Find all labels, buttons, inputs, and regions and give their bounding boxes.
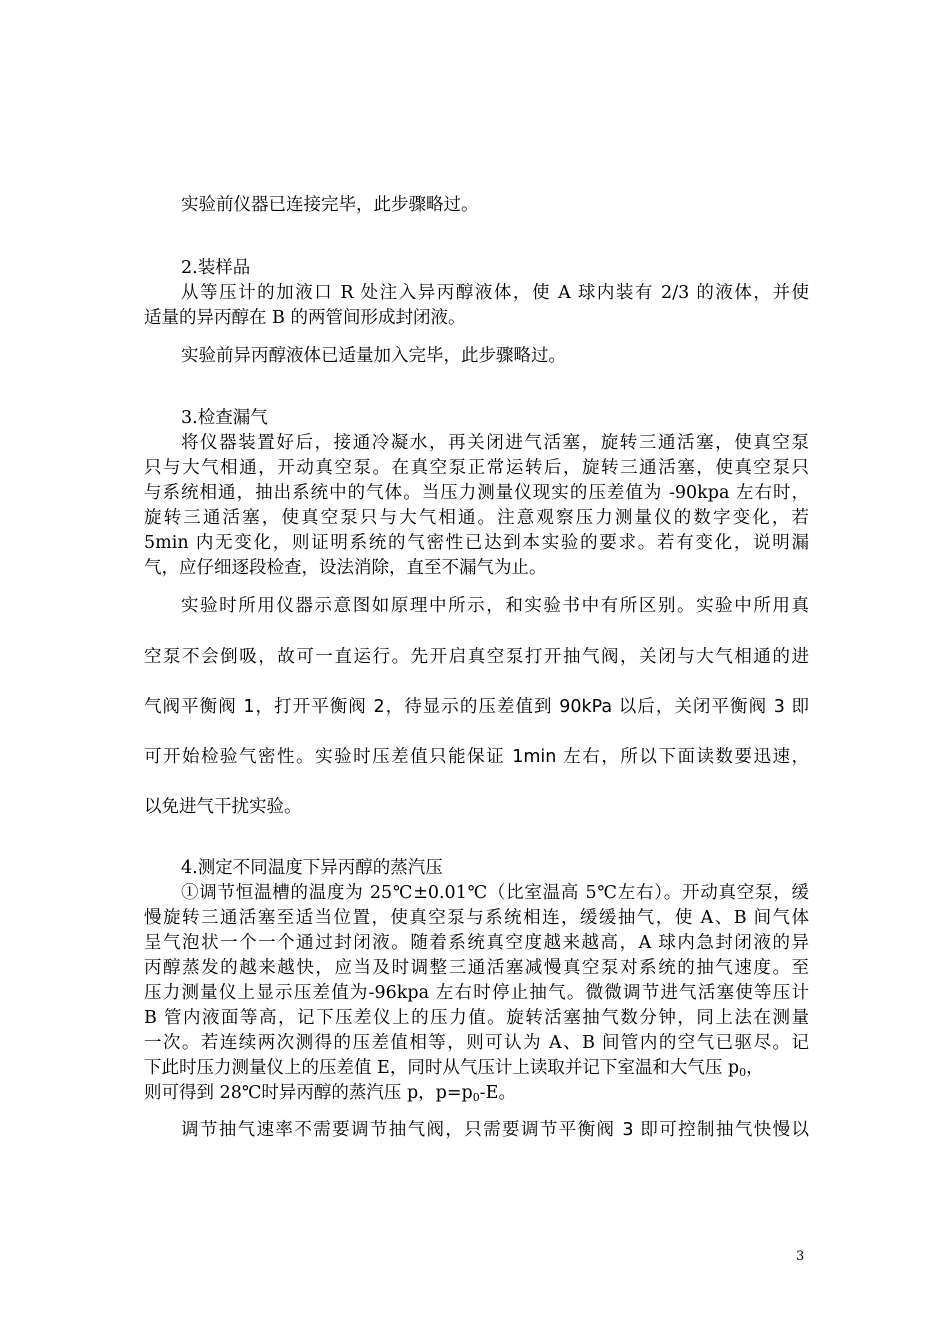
paragraph-line: 一次。若连续两次测得的压差值相等，则可认为 A、B 间管内的空气已驱尽。记 <box>144 1033 809 1053</box>
section-heading-vapor-pressure: 4.测定不同温度下异丙醇的蒸汽压 <box>181 858 443 878</box>
paragraph-line: 旋转三通活塞，使真空泵只与大气相通。注意观察压力测量仪的数字变化，若 <box>144 508 809 528</box>
note-line: 可开始检验气密性。实验时压差值只能保证 1min 左右，所以下面读数要迅速， <box>144 747 809 767</box>
section-heading-check-leak: 3.检查漏气 <box>181 408 268 428</box>
paragraph-line: 5min 内无变化，则证明系统的气密性已达到本实验的要求。若有变化，说明漏 <box>144 533 809 553</box>
note-line: 以免进气干扰实验。 <box>144 797 302 817</box>
page-number: 3 <box>796 1249 805 1264</box>
paragraph-line: ①调节恒温槽的温度为 25℃±0.01℃（比室温高 5℃左右）。开动真空泵，缓 <box>181 883 809 903</box>
paragraph-line: 呈气泡状一个一个通过封闭液。随着系统真空度越来越高，A 球内急封闭液的异 <box>144 933 809 953</box>
line-text: 则可得到 28℃时异丙醇的蒸汽压 p，p=p <box>144 1083 473 1103</box>
note-line: 空泵不会倒吸，故可一直运行。先开启真空泵打开抽气阀，关闭与大气相通的进 <box>144 647 809 667</box>
paragraph-line <box>144 1056 809 1080</box>
line-text: ， <box>746 1058 764 1078</box>
paragraph-line: 与系统相通，抽出系统中的气体。当压力测量仪现实的压差值为 -90kpa 左右时， <box>144 483 809 503</box>
line-text: 下此时压力测量仪上的压差值 E，同时从气压计上读取并记下室温和大气压 p <box>144 1058 740 1078</box>
paragraph-line: 丙醇蒸发的越来越快，应当及时调整三通活塞减慢真空泵对系统的抽气速度。至 <box>144 958 809 978</box>
note-line: 实验时所用仪器示意图如原理中所示，和实验书中有所区别。实验中所用真 <box>181 596 809 616</box>
paragraph-line: 只与大气相通，开动真空泵。在真空泵正常运转后，旋转三通活塞，使真空泵只 <box>144 458 809 478</box>
paragraph-line: 气，应仔细逐段检查，设法消除，直至不漏气为止。 <box>144 558 547 578</box>
paragraph-line: 从等压计的加液口 R 处注入异丙醇液体，使 A 球内装有 2/3 的液体，并使 <box>181 283 809 303</box>
note-pumping-rate: 调节抽气速率不需要调节抽气阀，只需要调节平衡阀 3 即可控制抽气快慢以 <box>181 1120 809 1140</box>
paragraph-line <box>144 1081 809 1105</box>
note-liquid-added: 实验前异丙醇液体已适量加入完毕，此步骤略过。 <box>181 346 566 366</box>
note-apparatus-connected: 实验前仪器已连接完毕，此步骤略过。 <box>181 195 479 215</box>
section-heading-load-sample: 2.装样品 <box>181 258 251 278</box>
subscript-zero: 0 <box>472 1091 480 1104</box>
paragraph-line: B 管内液面等高，记下压差仪上的压力值。旋转活塞抽气数分钟，同上法在测量 <box>144 1008 809 1028</box>
line-text: -E。 <box>479 1083 516 1103</box>
paragraph-line: 慢旋转三通活塞至适当位置，使真空泵与系统相连，缓缓抽气，使 A、B 间气体 <box>144 908 809 928</box>
paragraph-line: 适量的异丙醇在 B 的两管间形成封闭液。 <box>144 308 466 328</box>
paragraph-line: 将仪器装置好后，接通冷凝水，再关闭进气活塞，旋转三通活塞，使真空泵 <box>181 433 809 453</box>
paragraph-line: 压力测量仪上显示压差值为-96kpa 左右时停止抽气。微微调节进气活塞使等压计 <box>144 983 809 1003</box>
note-line: 气阀平衡阀 1，打开平衡阀 2，待显示的压差值到 90kPa 以后，关闭平衡阀 3 即 <box>144 697 809 717</box>
subscript-zero: 0 <box>739 1066 747 1079</box>
